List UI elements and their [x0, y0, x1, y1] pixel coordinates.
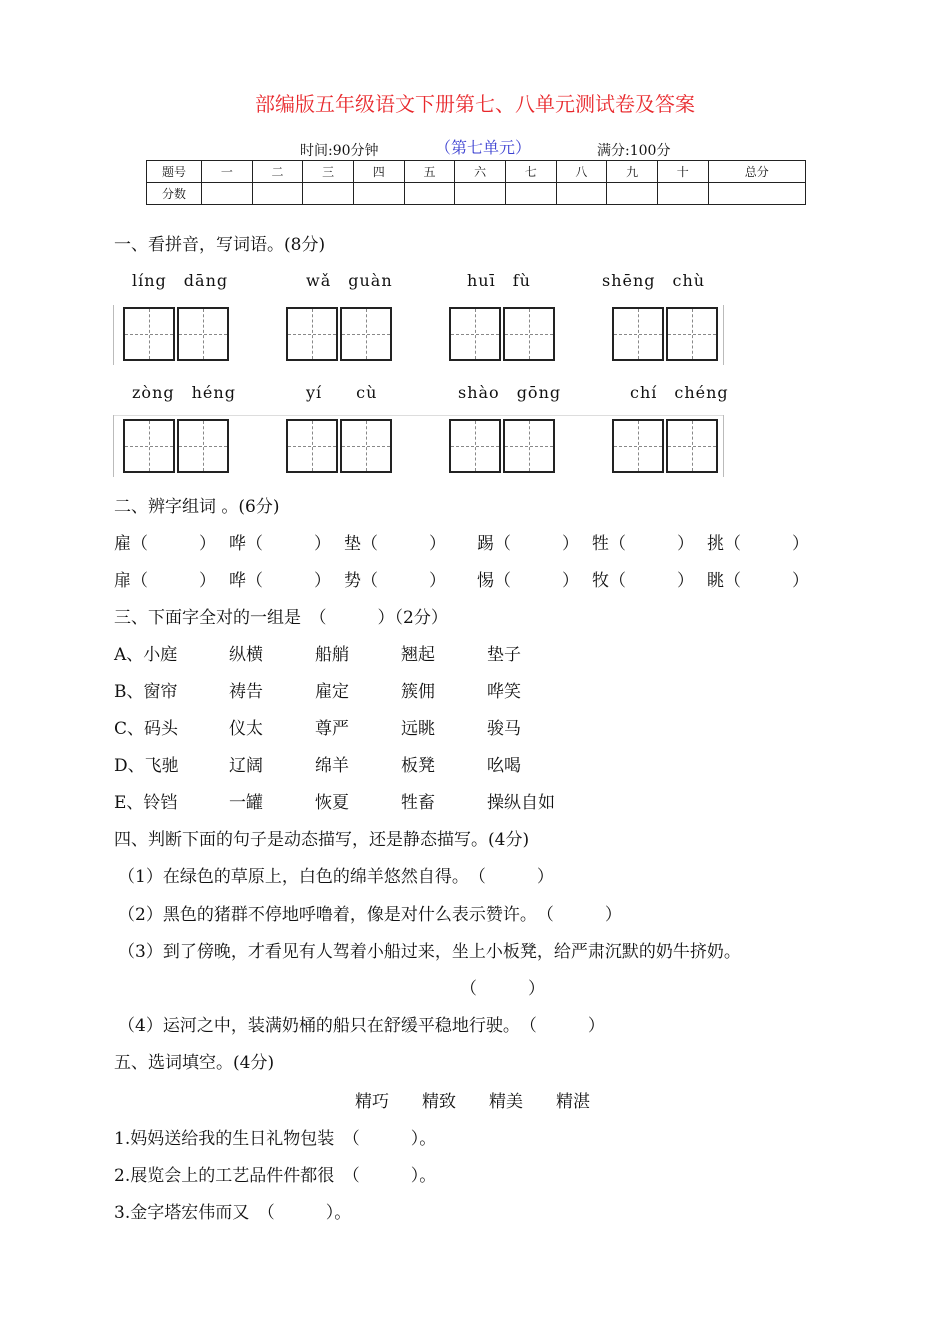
option-word: 簇佣: [401, 682, 435, 702]
score-cell: 九: [607, 161, 658, 183]
writing-box[interactable]: [666, 419, 718, 473]
option-word: 恢夏: [315, 793, 349, 813]
writing-box[interactable]: [449, 307, 501, 361]
answer-blank[interactable]: （ ）: [460, 979, 545, 999]
char: 踢: [477, 534, 494, 554]
score-cell-blank[interactable]: [556, 183, 607, 205]
char-item: [477, 529, 579, 554]
option-word: 翘起: [401, 645, 435, 665]
pinyin: huī fù: [467, 271, 531, 290]
option-word: 操纵自如: [487, 793, 555, 813]
writing-box[interactable]: [123, 307, 175, 361]
writing-box[interactable]: [286, 307, 338, 361]
option-word: 骏马: [487, 719, 521, 739]
answer-blank[interactable]: （ ）: [246, 534, 331, 554]
option-word: 祷告: [229, 682, 263, 702]
char: 哗: [229, 534, 246, 554]
writing-box[interactable]: [612, 419, 664, 473]
char: 眺: [707, 571, 724, 591]
option-word: 辽阔: [229, 756, 263, 776]
char-item: [592, 529, 694, 554]
pinyin: líng dāng: [132, 271, 229, 290]
full-score: 满分:100分: [597, 143, 671, 159]
answer-blank[interactable]: （ ）: [724, 534, 809, 554]
q4-heading: 四、判断下面的句子是动态描写，还是静态描写。(4分): [114, 830, 530, 850]
char: 挑: [707, 534, 724, 554]
writing-box[interactable]: [286, 419, 338, 473]
word-choice: 精湛: [556, 1092, 590, 1112]
option-label: D、飞驰: [114, 756, 179, 776]
char-item: [229, 566, 331, 591]
score-cell-blank[interactable]: [505, 183, 556, 205]
score-cell: 三: [303, 161, 354, 183]
char: 势: [344, 571, 361, 591]
answer-blank[interactable]: （ ）: [494, 534, 579, 554]
q5-heading: 五、选词填空。(4分): [114, 1053, 275, 1073]
option-word: 垫子: [487, 645, 521, 665]
score-cell: 八: [556, 161, 607, 183]
answer-blank[interactable]: （ ）: [494, 571, 579, 591]
pinyin: shào gōng: [458, 383, 562, 402]
word-choice: 精美: [489, 1092, 523, 1112]
q4-item-1: （1）在绿色的草原上，白色的绵羊悠然自得。 （ ）: [118, 867, 554, 887]
writing-box[interactable]: [123, 419, 175, 473]
score-table-score-row: [147, 183, 806, 205]
writing-grid-row-2: [0, 415, 950, 477]
q4-item-3: （3）到了傍晚，才看见有人驾着小船过来，坐上小板凳，给严肃沉默的奶牛挤奶。: [118, 942, 741, 962]
answer-blank[interactable]: （ ）: [131, 534, 216, 554]
option-label: C、码头: [114, 719, 179, 739]
pinyin: yí cù: [306, 383, 378, 402]
answer-blank[interactable]: （ ）: [246, 571, 331, 591]
q5-item-3: 3.金字塔宏伟而又 （ ）。: [114, 1203, 352, 1223]
writing-box[interactable]: [177, 307, 229, 361]
writing-box[interactable]: [612, 307, 664, 361]
score-cell: 总分: [708, 161, 805, 183]
score-cell: 四: [353, 161, 404, 183]
answer-blank[interactable]: （ ）: [724, 571, 809, 591]
score-cell-blank[interactable]: [303, 183, 354, 205]
char-item: [707, 566, 809, 591]
q2-heading: 二、辨字组词 。(6分): [114, 497, 280, 517]
score-cell: 题号: [147, 161, 202, 183]
option-word: 牲畜: [401, 793, 435, 813]
option-word: 雇定: [315, 682, 349, 702]
option-word: 船艄: [315, 645, 349, 665]
word-choice: 精巧: [355, 1092, 389, 1112]
score-cell: 二: [252, 161, 303, 183]
writing-box[interactable]: [503, 419, 555, 473]
score-cell-blank[interactable]: [657, 183, 708, 205]
char-item: [344, 566, 446, 591]
char: 扉: [114, 571, 131, 591]
score-table: [146, 160, 806, 205]
option-word: 纵横: [229, 645, 263, 665]
char-item: [592, 566, 694, 591]
writing-box[interactable]: [340, 307, 392, 361]
score-cell-blank[interactable]: [202, 183, 253, 205]
char-item: [114, 529, 216, 554]
char: 哗: [229, 571, 246, 591]
writing-box[interactable]: [503, 307, 555, 361]
option-word: 一罐: [229, 793, 263, 813]
option-word: 远眺: [401, 719, 435, 739]
score-cell-blank[interactable]: [455, 183, 506, 205]
char-item: [344, 529, 446, 554]
char-item: [114, 566, 216, 591]
char-item: [707, 529, 809, 554]
answer-blank[interactable]: （ ）: [609, 534, 694, 554]
answer-blank[interactable]: （ ）: [609, 571, 694, 591]
option-word: 板凳: [401, 756, 435, 776]
option-word: 尊严: [315, 719, 349, 739]
writing-grid-row-1: [0, 305, 950, 365]
score-cell-blank[interactable]: [252, 183, 303, 205]
writing-box[interactable]: [449, 419, 501, 473]
score-cell: 十: [657, 161, 708, 183]
score-cell: 一: [202, 161, 253, 183]
option-label: A、小庭: [114, 645, 178, 665]
option-word: 吆喝: [487, 756, 521, 776]
unit-label: （第七单元）: [435, 138, 532, 157]
char: 垫: [344, 534, 361, 554]
option-word: 绵羊: [315, 756, 349, 776]
char-item: [477, 566, 579, 591]
pinyin: wǎ guàn: [306, 271, 393, 290]
option-word: 仪太: [229, 719, 263, 739]
pinyin: shēng chù: [602, 271, 706, 290]
score-cell: 六: [455, 161, 506, 183]
char: 雇: [114, 534, 131, 554]
answer-blank[interactable]: （ ）: [131, 571, 216, 591]
pinyin: zòng héng: [132, 383, 236, 402]
score-table-header-row: [147, 161, 806, 183]
score-cell: 五: [404, 161, 455, 183]
score-cell-blank[interactable]: [404, 183, 455, 205]
option-label: B、窗帘: [114, 682, 178, 702]
q1-heading: 一、看拼音，写词语。(8分): [114, 235, 326, 255]
option-label: E、铃铛: [114, 793, 178, 813]
q4-item-4: （4）运河之中，装满奶桶的船只在舒缓平稳地行驶。 （ ）: [118, 1016, 605, 1036]
char: 牲: [592, 534, 609, 554]
writing-box[interactable]: [340, 419, 392, 473]
document-title: 部编版五年级语文下册第七、八单元测试卷及答案: [255, 92, 695, 116]
char-item: [229, 529, 331, 554]
score-cell-blank[interactable]: [708, 183, 805, 205]
option-word: 哗笑: [487, 682, 521, 702]
q5-item-1: 1.妈妈送给我的生日礼物包装 （ ）。: [114, 1129, 437, 1149]
char: 惕: [477, 571, 494, 591]
answer-blank[interactable]: （ ）: [361, 534, 446, 554]
writing-box[interactable]: [177, 419, 229, 473]
q4-item-2: （2）黑色的猪群不停地呼噜着，像是对什么表示赞许。 （ ）: [118, 905, 622, 925]
q3-heading: 三、下面字全对的一组是 （ ）（2分）: [114, 608, 448, 628]
score-cell: 分数: [147, 183, 202, 205]
score-cell-blank[interactable]: [607, 183, 658, 205]
word-choice: 精致: [422, 1092, 456, 1112]
pinyin: chí chéng: [630, 383, 729, 402]
answer-blank[interactable]: （ ）: [361, 571, 446, 591]
q5-item-2: 2.展览会上的工艺品件件都很 （ ）。: [114, 1166, 437, 1186]
exam-time: 时间:90分钟: [300, 143, 379, 159]
score-cell: 七: [505, 161, 556, 183]
char: 牧: [592, 571, 609, 591]
writing-box[interactable]: [666, 307, 718, 361]
score-cell-blank[interactable]: [353, 183, 404, 205]
